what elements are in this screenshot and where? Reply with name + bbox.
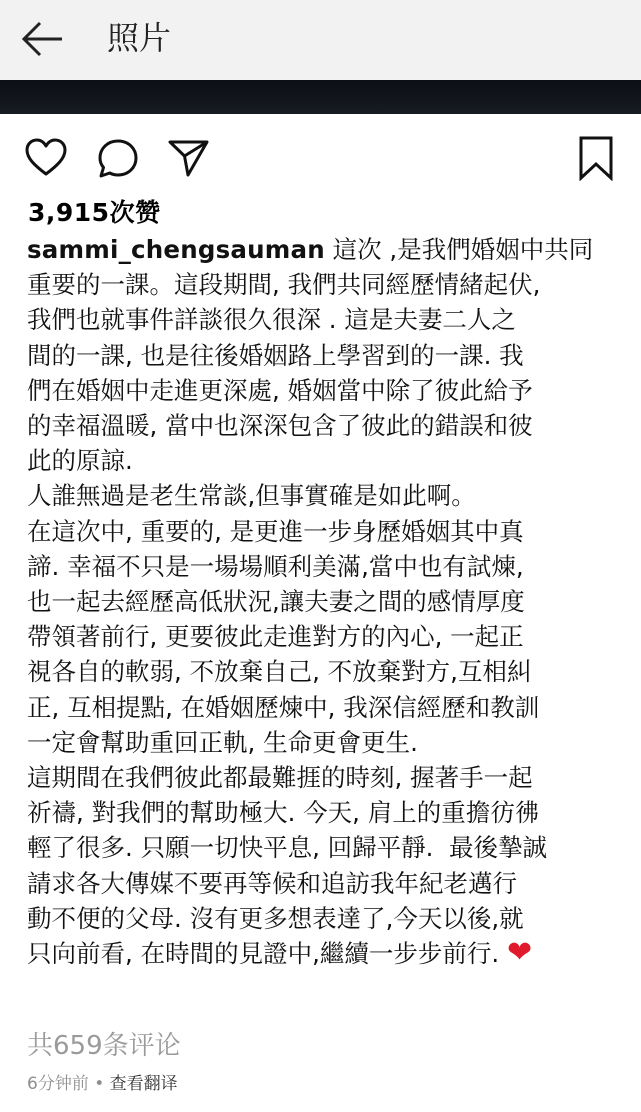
caption-line: 這次 ,是我們婚姻中共同: [324, 235, 594, 264]
comment-bubble-icon[interactable]: [96, 137, 140, 179]
caption-line: 一定會幫助重回正軌, 生命更會更生.: [27, 727, 418, 757]
caption-line: 的幸福溫暖, 當中也深深包含了彼此的錯誤和彼: [27, 411, 533, 441]
post-action-bar: [0, 133, 641, 183]
caption-line: 視各自的軟弱, 不放棄自己, 不放棄對方,互相糾: [27, 657, 532, 687]
caption-line: 此的原諒.: [27, 446, 133, 476]
caption-line: 只向前看, 在時間的見證中,繼續一步步前行.: [27, 939, 507, 969]
bookmark-icon[interactable]: [576, 135, 616, 181]
see-translation-link[interactable]: 查看翻译: [109, 1074, 178, 1094]
caption-line: 祈禱, 對我們的幫助極大. 今天, 肩上的重擔彷彿: [27, 798, 540, 828]
heart-outline-icon[interactable]: [24, 137, 68, 177]
caption-line: 請求各大傳媒不要再等候和追訪我年紀老邁行: [27, 868, 517, 898]
caption-line: 正, 互相提點, 在婚姻歷煉中, 我深信經歷和教訓: [27, 692, 540, 722]
post-timestamp: 6分钟前: [27, 1074, 89, 1094]
page-title: 照片: [107, 19, 172, 57]
meta-separator: •: [88, 1074, 110, 1094]
caption-line: 這期間在我們彼此都最難捱的時刻, 握著手一起: [27, 763, 533, 793]
caption-line: 們在婚姻中走進更深處, 婚姻當中除了彼此給予: [27, 375, 533, 405]
caption-line: 我們也就事件詳談很久很深 . 這是夫妻二人之: [27, 305, 516, 335]
caption-line: 重要的一課。這段期間, 我們共同經歷情緒起伏,: [27, 270, 541, 300]
caption-line: 人誰無過是老生常談,但事實確是如此啊。: [27, 481, 476, 511]
view-comments-link[interactable]: 共659条评论: [27, 1031, 181, 1061]
caption-line: 在這次中, 重要的, 是更進一步身歷婚姻其中真: [27, 516, 524, 546]
caption-line: 動不便的父母. 沒有更多想表達了,今天以後,就: [27, 903, 524, 933]
red-heart-emoji-icon: ❤: [506, 935, 533, 971]
paper-plane-icon[interactable]: [166, 136, 210, 178]
post-photo[interactable]: [0, 80, 641, 114]
top-bar: [0, 0, 641, 81]
caption-line: 也一起去經歷高低狀況,讓夫妻之間的感情厚度: [27, 587, 525, 617]
caption-line: 間的一課, 也是往後婚姻路上學習到的一課. 我: [27, 340, 524, 370]
caption-line: 諦. 幸福不只是一場場順利美滿,當中也有試煉,: [27, 551, 524, 581]
caption-line: 帶領著前行, 更要彼此走進對方的內心, 一起正: [27, 622, 524, 652]
post-meta: [27, 1071, 178, 1097]
post-caption: [27, 232, 623, 971]
caption-line: 輕了很多. 只願一切快平息, 回歸平靜. 最後摯誠: [27, 833, 548, 863]
author-username[interactable]: sammi_chengsauman: [27, 235, 325, 264]
back-arrow-icon[interactable]: [20, 20, 64, 58]
like-count[interactable]: 3,915次赞: [28, 198, 161, 227]
